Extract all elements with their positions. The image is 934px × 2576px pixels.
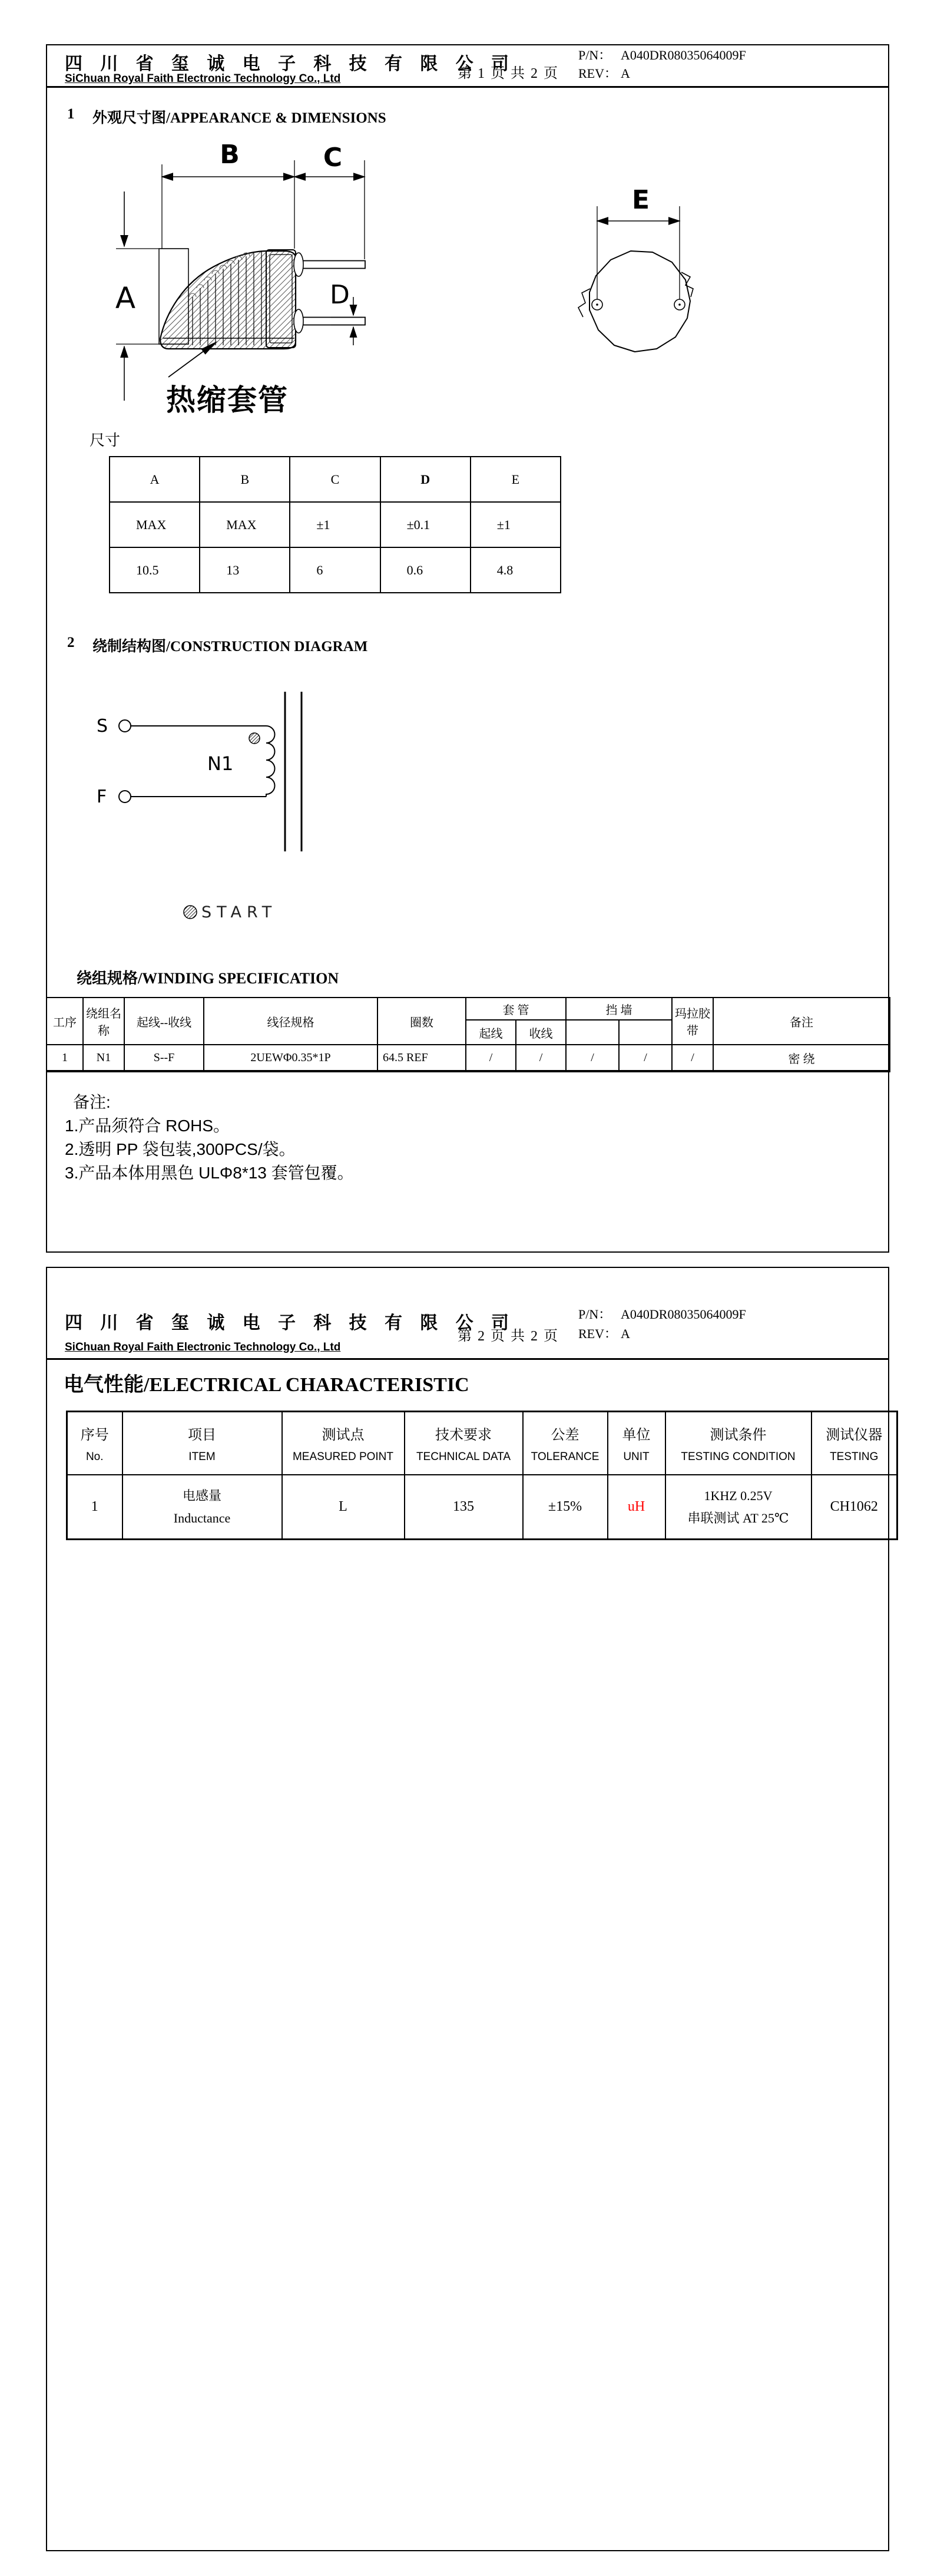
dims-caption: 尺寸 <box>90 431 121 449</box>
eh-cond-en: TESTING CONDITION <box>681 1451 796 1463</box>
section1-number: 1 <box>67 106 75 122</box>
dimension-table <box>109 456 561 593</box>
section2-number: 2 <box>67 635 75 650</box>
ed-item <box>122 1475 282 1540</box>
ed-measured-point: L <box>282 1475 405 1540</box>
company-name-en: SiChuan Royal Faith Electronic Technology Co., Ltd <box>65 1341 341 1353</box>
company-name-cn: 四 川 省 玺 诚 电 子 科 技 有 限 公 司 <box>65 1313 516 1333</box>
ed-condition <box>665 1475 812 1540</box>
dim-label-a: A <box>115 281 136 315</box>
pn-value: A040DR08035064009F <box>621 48 746 62</box>
page-2 <box>46 1267 889 2551</box>
wh-sleeve: 套 管 <box>466 998 566 1020</box>
dims-tolerance-row <box>110 502 561 547</box>
electrical-title: 电气性能/ELECTRICAL CHARACTERISTIC <box>64 1374 469 1396</box>
note-item-3: 3.产品本体用黑色 ULΦ8*13 套管包覆。 <box>65 1164 354 1182</box>
wd-barrier-2: / <box>619 1045 672 1071</box>
wd-sleeve-finish: / <box>516 1045 566 1071</box>
rev-label: REV： <box>578 66 618 81</box>
eh-td-cn: 技术要求 <box>435 1427 492 1443</box>
wd-sleeve-start: / <box>466 1045 516 1071</box>
dims-val-d: 0.6 <box>380 547 471 593</box>
winding-spec-title: 绕组规格/WINDING SPECIFICATION <box>77 970 339 987</box>
dims-tol-e: ±1 <box>471 502 561 547</box>
part-number-row <box>578 1304 746 1323</box>
dims-header-d: D <box>380 457 471 502</box>
ed-no: 1 <box>67 1475 122 1540</box>
page-1 <box>46 44 889 1253</box>
winding-header-row1 <box>47 998 890 1020</box>
end-view <box>578 206 693 352</box>
dims-tol-d: ±0.1 <box>380 502 471 547</box>
construction-diagram <box>90 688 313 932</box>
eh-instrument <box>812 1412 897 1475</box>
eh-no-en: No. <box>85 1451 104 1463</box>
wd-process: 1 <box>47 1045 83 1071</box>
wh-start-finish: 起线--收线 <box>124 998 204 1045</box>
wh-wire-spec: 线径规格 <box>204 998 377 1045</box>
electrical-header-row <box>67 1412 897 1475</box>
eh-unit-cn: 单位 <box>622 1427 651 1443</box>
dims-tol-b: MAX <box>200 502 290 547</box>
header-divider <box>47 1358 888 1360</box>
eh-item <box>122 1412 282 1475</box>
wh-sleeve-start: 起线 <box>466 1020 516 1045</box>
wd-start-finish: S--F <box>124 1045 204 1071</box>
company-name-en: SiChuan Royal Faith Electronic Technology Co., Ltd <box>65 72 341 85</box>
section1-title: 外观尺寸图/APPEARANCE & DIMENSIONS <box>92 110 386 126</box>
wd-turns: 64.5 REF <box>377 1045 466 1071</box>
wd-mylar: / <box>672 1045 713 1071</box>
ed-tolerance: ±15% <box>523 1475 608 1540</box>
dims-tol-a: MAX <box>110 502 200 547</box>
eh-no-cn: 序号 <box>80 1427 109 1443</box>
eh-tol-cn: 公差 <box>551 1427 579 1443</box>
start-legend-dot <box>184 906 197 919</box>
eh-inst-en: TESTING <box>830 1451 879 1463</box>
eh-item-en: ITEM <box>188 1451 216 1463</box>
dims-header-c: C <box>290 457 380 502</box>
ed-item-cn: 电感量 <box>182 1488 221 1504</box>
electrical-table <box>66 1411 898 1540</box>
wh-barrier: 挡 墙 <box>566 998 672 1020</box>
wh-mylar: 玛拉胶带 <box>672 998 713 1045</box>
dims-val-e: 4.8 <box>471 547 561 593</box>
winding-data-row <box>47 1045 890 1071</box>
eh-no <box>67 1412 122 1475</box>
wh-winding-name: 绕组名称 <box>83 998 124 1045</box>
eh-tolerance <box>523 1412 608 1475</box>
wh-barrier-2 <box>619 1020 672 1045</box>
dims-header-row <box>110 457 561 502</box>
wh-sleeve-finish: 收线 <box>516 1020 566 1045</box>
revision-row <box>578 64 630 82</box>
header-divider <box>47 86 888 88</box>
revision-row <box>578 1324 630 1342</box>
winding-spec-table <box>46 997 890 1072</box>
wd-winding-name: N1 <box>83 1045 124 1071</box>
eh-td-en: TECHNICAL DATA <box>416 1451 511 1463</box>
dim-label-e: E <box>631 185 650 215</box>
notes-title: 备注: <box>73 1093 111 1111</box>
wh-turns: 圈数 <box>377 998 466 1045</box>
wh-remark: 备注 <box>713 998 890 1045</box>
eh-tol-en: TOLERANCE <box>531 1451 600 1463</box>
company-name-cn: 四 川 省 玺 诚 电 子 科 技 有 限 公 司 <box>65 54 516 74</box>
page-number: 第 2 页 共 2 页 <box>458 1329 559 1344</box>
dims-val-a: 10.5 <box>110 547 200 593</box>
start-legend-label: START <box>201 903 277 922</box>
rev-value: A <box>621 66 630 81</box>
pn-label: P/N： <box>578 1307 612 1322</box>
note-item-1: 1.产品须符合 ROHS。 <box>65 1117 230 1135</box>
eh-unit-en: UNIT <box>623 1451 650 1463</box>
wd-barrier-1: / <box>566 1045 619 1071</box>
electrical-data-row <box>67 1475 897 1540</box>
ed-item-en: Inductance <box>173 1510 231 1525</box>
section2-title: 绕制结构图/CONSTRUCTION DIAGRAM <box>92 639 368 655</box>
note-item-2: 2.透明 PP 袋包装,300PCS/袋。 <box>65 1140 296 1158</box>
page-number: 第 1 页 共 2 页 <box>458 66 559 81</box>
ed-condition-2: 串联测试 AT 25℃ <box>687 1510 789 1525</box>
eh-unit <box>608 1412 665 1475</box>
eh-item-cn: 项目 <box>188 1427 216 1443</box>
rev-value: A <box>621 1326 630 1341</box>
terminal-s-label: S <box>97 716 108 737</box>
eh-mp-en: MEASURED POINT <box>292 1451 394 1463</box>
terminal-f-label: F <box>97 787 107 807</box>
dims-val-c: 6 <box>290 547 380 593</box>
wd-wire-spec: 2UEWΦ0.35*1P <box>204 1045 377 1071</box>
dims-header-e: E <box>471 457 561 502</box>
dims-tol-c: ±1 <box>290 502 380 547</box>
dim-label-b: B <box>220 140 240 170</box>
dims-header-b: B <box>200 457 290 502</box>
pn-value: A040DR08035064009F <box>621 1307 746 1322</box>
pn-label: P/N： <box>578 48 612 62</box>
rev-label: REV： <box>578 1326 618 1341</box>
ed-instrument: CH1062 <box>812 1475 897 1540</box>
eh-inst-cn: 测试仪器 <box>826 1427 883 1443</box>
wh-barrier-1 <box>566 1020 619 1045</box>
ed-condition-1: 1KHZ 0.25V <box>704 1488 773 1504</box>
eh-cond-cn: 测试条件 <box>710 1427 767 1443</box>
dims-val-b: 13 <box>200 547 290 593</box>
winding-n1-label: N1 <box>207 752 234 775</box>
eh-measured-point <box>282 1412 405 1475</box>
eh-mp-cn: 测试点 <box>322 1427 365 1443</box>
ed-unit: uH <box>608 1475 665 1540</box>
eh-technical-data <box>405 1412 523 1475</box>
heat-shrink-callout: 热缩套管 <box>166 384 289 417</box>
winding-start-dot <box>249 733 260 744</box>
dims-header-a: A <box>110 457 200 502</box>
ed-technical-data: 135 <box>405 1475 523 1540</box>
eh-condition <box>665 1412 812 1475</box>
dim-label-c: C <box>323 143 343 173</box>
wh-process: 工序 <box>47 998 83 1045</box>
dims-value-row <box>110 547 561 593</box>
wd-remark: 密 绕 <box>713 1045 890 1071</box>
dim-label-d: D <box>330 280 350 310</box>
part-number-row <box>578 45 746 64</box>
